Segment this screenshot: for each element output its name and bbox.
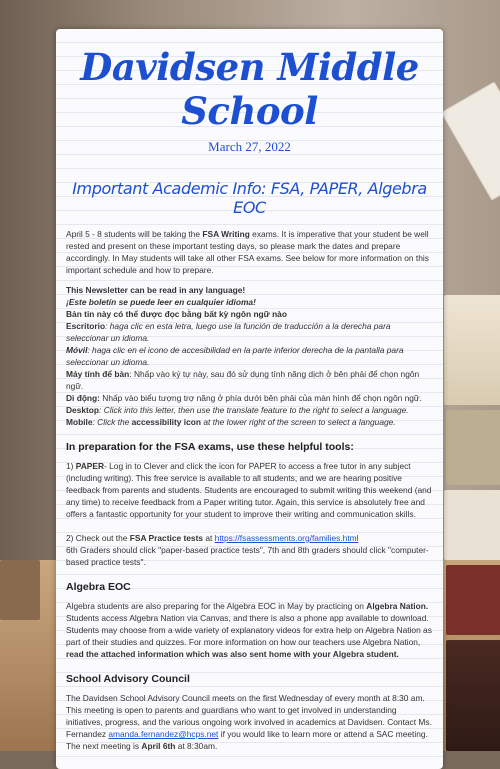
intro-paragraph [66, 228, 433, 276]
language-instructions [66, 284, 433, 428]
practice-tests-note: 6th Graders should click "paper-based practice tests", 7th and 8th graders should click "computer-based practice tests". [66, 545, 429, 567]
sac-email-link[interactable]: amanda.fernandez@hcps.net [108, 729, 219, 739]
mobile-label: Mobile [66, 417, 93, 427]
intro-text-2: exams. It is imperative that your student be well rested and present on these important testing days, so please mark the dates and prepare accordingly. In May students will take all other FSA exams. See below for more information on this important schedule and how to prepare. [66, 229, 429, 275]
algebra-section [66, 581, 433, 660]
paper-item [66, 460, 433, 520]
language-line-vi: Bản tin này có thể được đọc bằng bất kỳ ngôn ngữ nào [66, 309, 287, 319]
algebra-heading: Algebra EOC [66, 581, 131, 593]
fsa-prep-section [66, 441, 433, 568]
newsletter-date: March 27, 2022 [208, 139, 291, 154]
escritorio-label: Escritorio [66, 321, 106, 331]
sac-text-2: if you would like to learn more or attend a SAC meeting. The next meeting is [66, 729, 428, 751]
book-image [446, 640, 500, 751]
sac-text-3: at 8:30am. [175, 741, 218, 751]
book-image [444, 295, 500, 405]
book-image [446, 410, 500, 485]
practice-tests-item [66, 532, 433, 544]
di-dong-text: Nhấp vào biểu tượng trợ năng ở phía dưới bên phải của màn hình để chọn ngôn ngữ. [99, 393, 422, 403]
book-image [446, 565, 500, 635]
may-tinh-label: Máy tính để bàn [66, 369, 130, 379]
algebra-paragraph [66, 600, 433, 660]
newsletter-title: Davidsen Middle School [80, 45, 419, 133]
algebra-nation-text: Algebra Nation. [366, 601, 429, 611]
mobile-accessibility-icon-text: accessibility icon [131, 417, 202, 427]
algebra-text: Algebra students are also preparing for the Algebra EOC in May by practicing on [66, 601, 367, 611]
sac-heading: School Advisory Council [66, 673, 190, 685]
sac-meeting-date: April 6th [141, 741, 176, 751]
sac-text: The Davidsen School Advisory Council meets on the first Wednesday of every month at 8:30 am. This meeting is open to parents and guardians who want to get involved in understanding initiatives, progress, and the various ongoing work involved in academics at Davidsen. Contact Ms. Fernandez [66, 693, 432, 739]
fsa-practice-link[interactable]: https://fsassessments.org/families.html [214, 533, 359, 543]
may-tinh-text: : Nhấp vào ký tự này, sau đó sử dụng tính năng dịch ở bên phải để chọn ngôn ngữ. [66, 369, 420, 391]
sac-section [66, 673, 433, 752]
book-image [0, 560, 40, 620]
paper-item-text: - Log in to Clever and click the icon for PAPER to access a free tutor in any subject (including writing). This free service is available to all students, and we are hearing positive feedback from parents and students. Students are encouraged to submit writing this weekend (and any time) to receive feedback from a Paper writing tutor. Again, this service is absolutely free and offers a fantastic opportunity for your student to improve their writing and communication skills. [66, 461, 432, 519]
movil-instruction [66, 344, 433, 368]
desktop-label: Desktop [66, 405, 100, 415]
practice-tests-title: FSA Practice tests [129, 533, 204, 543]
practice-tests-mid: at [203, 533, 215, 543]
movil-text: : haga clic en el icono de accesibilidad en la parte inferior derecha de la pantalla para seleccionar un idioma. [66, 345, 404, 367]
fsa-prep-heading: In preparation for the FSA exams, use these helpful tools: [66, 441, 354, 453]
escritorio-instruction [66, 320, 433, 344]
mobile-text: : Click the [92, 417, 132, 427]
intro-text: April 5 - 8 students will be taking the [66, 229, 203, 239]
headline: Important Academic Info: FSA, PAPER, Algebra EOC [72, 179, 427, 217]
paper-item-title: PAPER [75, 461, 105, 471]
paper-item-prefix: 1) [66, 461, 76, 471]
practice-tests-prefix: 2) Check out the [66, 533, 130, 543]
desktop-instruction [66, 404, 433, 416]
escritorio-text: : haga clic en esta letra, luego use la función de traducción a la derecha para seleccionar un idioma. [66, 321, 391, 343]
mobile-instruction [66, 416, 433, 428]
movil-label: Móvil [66, 345, 88, 355]
desktop-text: : Click into this letter, then use the translate feature to the right to select a language. [99, 405, 409, 415]
di-dong-label: Di động: [66, 393, 100, 403]
newsletter-card [56, 29, 443, 769]
sac-paragraph [66, 692, 433, 752]
di-dong-instruction [66, 392, 433, 404]
language-line-en: This Newsletter can be read in any language! [66, 285, 246, 295]
mobile-text-2: at the lower right of the screen to select a language. [201, 417, 396, 427]
language-line-es: ¡Este boletín se puede leer en cualquier idioma! [66, 297, 256, 307]
algebra-attached-info: read the attached information which was also sent home with your Algebra student. [66, 649, 399, 659]
algebra-text-2: Students access Algebra Nation via Canvas, and there is also a phone app available to download. Students may choose from a wide variety of explanatory videos for extra help on Algebra Nation as part of their studies and quizzes. For more information on how our teachers use Algebra Nation, [66, 613, 432, 647]
intro-fsa-writing: FSA Writing [202, 229, 250, 239]
book-image [444, 490, 500, 560]
may-tinh-instruction [66, 368, 433, 392]
